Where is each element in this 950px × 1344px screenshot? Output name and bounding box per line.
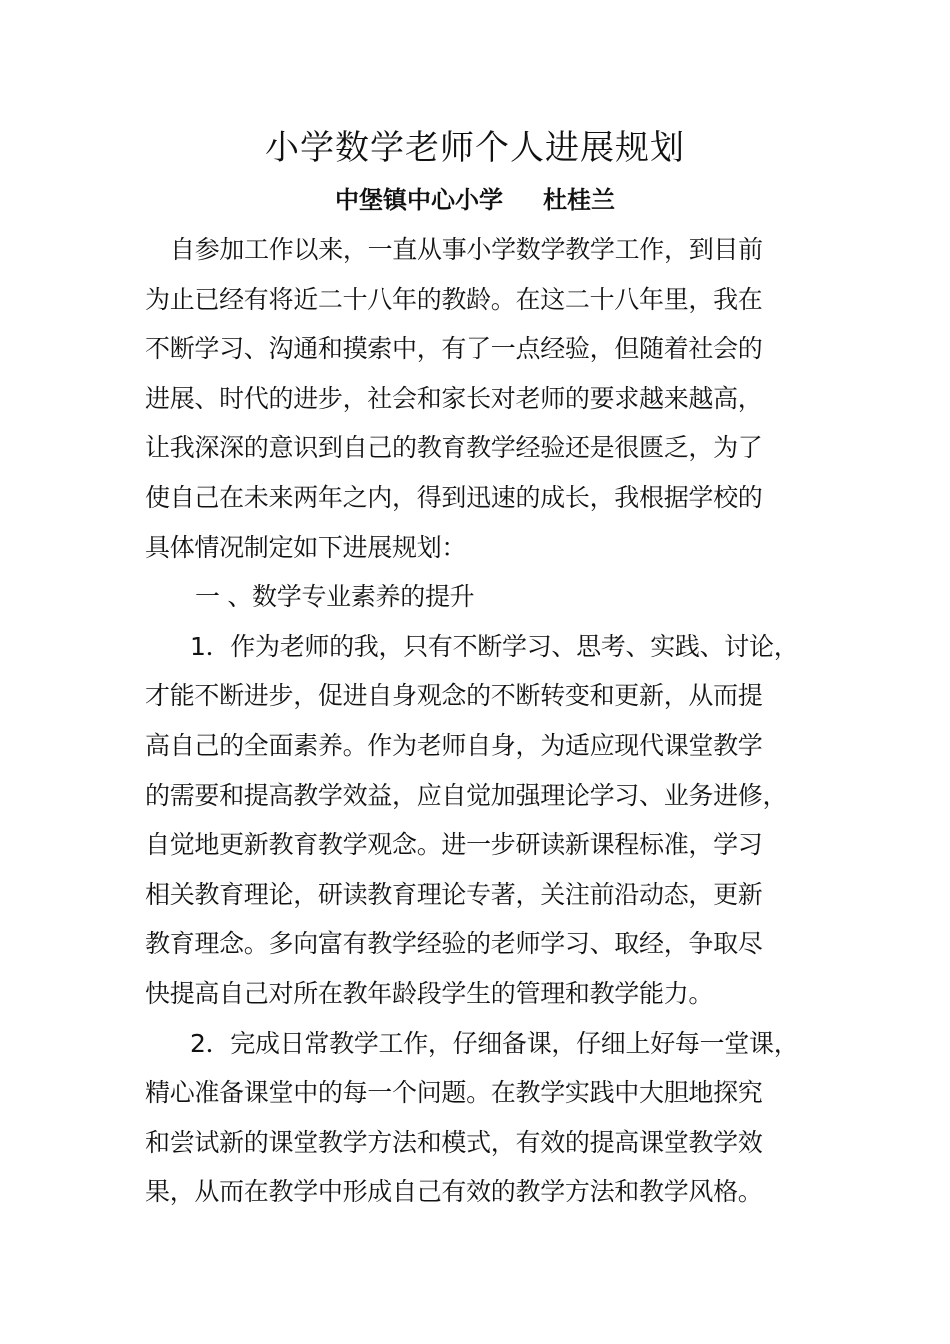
- text-line: 高自己的全面素养。作为老师自身，为适应现代课堂教学: [145, 730, 763, 760]
- text-line: 的需要和提高教学效益，应自觉加强理论学习、业务进修，: [145, 780, 788, 810]
- text-line: 具体情况制定如下进展规划：: [145, 532, 467, 562]
- author-line: [0, 184, 950, 216]
- text-line: 快提高自己对所在教年龄段学生的管理和教学能力。: [145, 978, 714, 1008]
- school-name: 中堡镇中心小学: [335, 186, 503, 214]
- text-line: 让我深深的意识到自己的教育教学经验还是很匮乏，为了: [145, 433, 763, 463]
- document-title: 小学数学老师个人进展规划: [265, 128, 685, 168]
- text-line: 为止已经有将近二十八年的教龄。在这二十八年里，我在: [145, 284, 763, 314]
- document-body: [145, 225, 809, 1217]
- section-heading: 一 、数学专业素养的提升: [195, 582, 475, 612]
- text-line: 1．作为老师的我，只有不断学习、思考、实践、讨论，: [190, 631, 799, 661]
- text-line: 自觉地更新教育教学观念。进一步研读新课程标准，学习: [145, 830, 763, 860]
- text-line: 才能不断进步，促进自身观念的不断转变和更新，从而提: [145, 681, 763, 711]
- text-line: 不断学习、沟通和摸索中，有了一点经验，但随着社会的: [145, 334, 763, 364]
- text-line: 2．完成日常教学工作，仔细备课，仔细上好每一堂课，: [190, 1028, 799, 1058]
- text-line: 相关教育理论，研读教育理论专著，关注前沿动态，更新: [145, 879, 763, 909]
- text-line: 使自己在未来两年之内，得到迅速的成长，我根据学校的: [145, 482, 763, 512]
- text-line: 和尝试新的课堂教学方法和模式，有效的提高课堂教学效: [145, 1127, 763, 1157]
- text-line: 进展、时代的进步，社会和家长对老师的要求越来越高，: [145, 383, 763, 413]
- text-line: 自参加工作以来，一直从事小学数学教学工作，到目前: [170, 235, 763, 264]
- text-line: 精心准备课堂中的每一个问题。在教学实践中大胆地探究: [145, 1078, 763, 1108]
- author-name: 杜桂兰: [543, 186, 615, 214]
- text-line: 果，从而在教学中形成自己有效的教学方法和教学风格。: [145, 1177, 763, 1207]
- text-line: 教育理念。多向富有教学经验的老师学习、取经，争取尽: [145, 929, 763, 959]
